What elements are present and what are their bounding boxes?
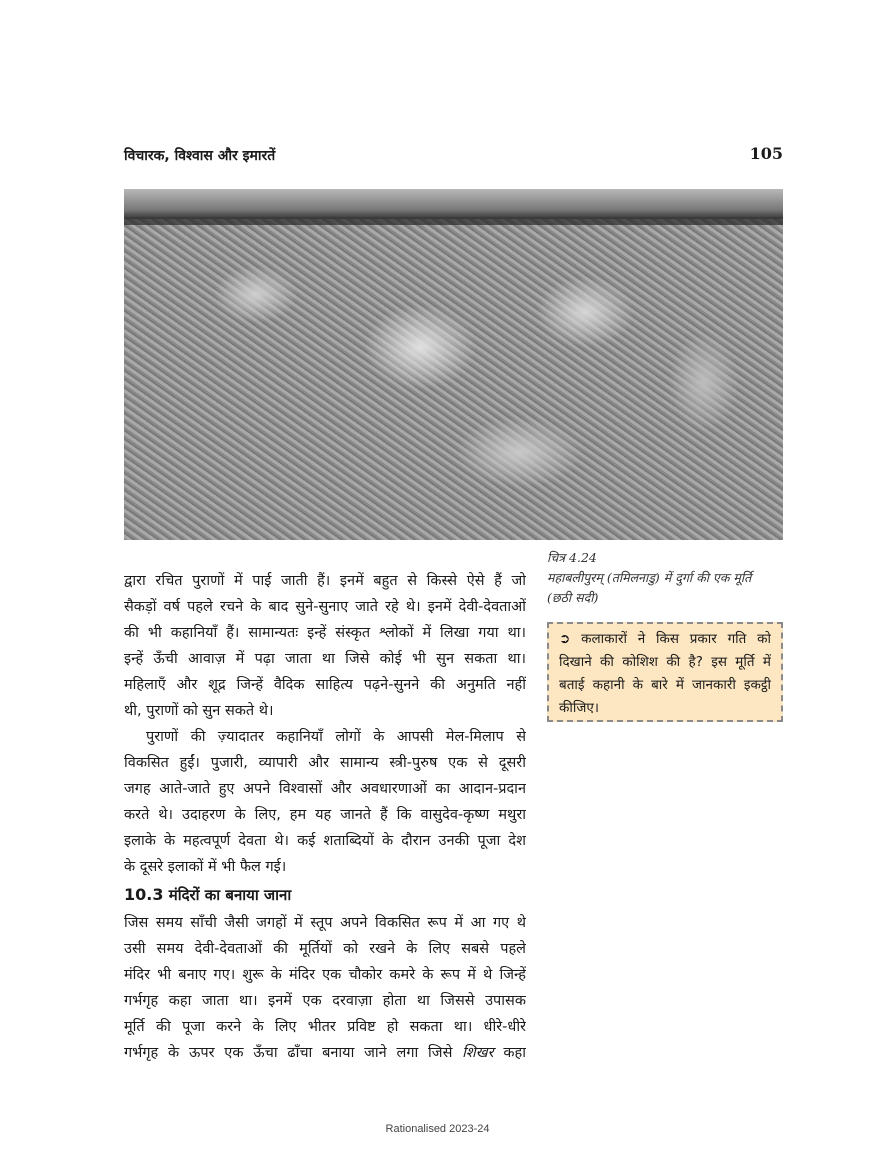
question-line: कीजिए। — [559, 700, 599, 716]
text-line: की भी कहानियाँ हैं। सामान्यतः इन्हें संस्कृत श्लोकों में लिखा गया था। — [124, 625, 526, 641]
text-line: करते थे। उदाहरण के लिए, हम यह जानते हैं कि वासुदेव-कृष्ण मथुरा — [124, 807, 526, 823]
text-line: महिलाएँ और शूद्र जिन्हें वैदिक साहित्य पढ़ने-सुनने की अनुमति नहीं — [124, 677, 526, 693]
question-line: ➲ कलाकारों ने किस प्रकार गति को — [559, 631, 771, 647]
text-line: के दूसरे इलाकों में भी फैल गई। — [124, 859, 287, 875]
text-line: उसी समय देवी-देवताओं की मूर्तियों को रखने के लिए सबसे पहले — [124, 941, 526, 957]
text-line: गर्भगृह के ऊपर एक ऊँचा ढाँचा बनाया जाने लगा जिसे शिखर कहा — [124, 1045, 526, 1061]
text-line: जिस समय साँची जैसी जगहों में स्तूप अपने विकसित रूप में आ गए थे — [124, 915, 526, 931]
text-line: विकसित हुईं। पुजारी, व्यापारी और सामान्य स्त्री-पुरुष एक से दूसरी — [124, 755, 526, 771]
question-line: बताई कहानी के बारे में जानकारी इकट्ठी — [559, 677, 771, 693]
text-line: सैकड़ों वर्ष पहले रचने के बाद सुने-सुनाए जाते रहे थे। इनमें देवी-देवताओं — [124, 599, 526, 615]
main-text-column — [124, 568, 526, 1066]
text-line: गर्भगृह कहा जाता था। इनमें एक दरवाज़ा होता था जिससे उपासक — [124, 993, 526, 1009]
text-line: पुराणों की ज़्यादातर कहानियाँ लोगों के आपसी मेल-मिलाप से — [146, 729, 526, 745]
text-line: थी, पुराणों को सुन सकते थे। — [124, 703, 274, 719]
text-line: मंदिर भी बनाए गए। शुरू के मंदिर एक चौकोर कमरे के रूप में थे जिन्हें — [124, 967, 526, 983]
section-number: 10.3 — [124, 885, 164, 904]
section-heading — [124, 880, 526, 910]
text-line: मूर्ति की पूजा करने के लिए भीतर प्रविष्ट हो सकता था। धीरे-धीरे — [124, 1019, 526, 1035]
rock-ledge — [124, 189, 783, 219]
ledge-shadow — [124, 219, 783, 225]
caption-line: महाबलीपुरम् (तमिलनाडु) में दुर्गा की एक मूर्ति — [547, 570, 752, 585]
durga-sculpture-photo — [124, 189, 783, 540]
section-title: मंदिरों का बनाया जाना — [168, 886, 292, 904]
text-line: जगह आते-जाते हुए अपने विश्वासों और अवधारणाओं का आदान-प्रदान — [124, 781, 526, 797]
figure-caption — [547, 548, 787, 608]
paragraph-1 — [124, 568, 526, 724]
figure-label: चित्र 4.24 — [547, 550, 597, 565]
running-header-title: विचारक, विश्वास और इमारतें — [124, 148, 276, 164]
footer-note: Rationalised 2023-24 — [385, 1123, 490, 1135]
caption-line: (छठी सदी) — [547, 590, 599, 605]
question-box — [547, 622, 783, 722]
text-line: द्वारा रचित पुराणों में पाई जाती हैं। इनमें बहुत से किस्से ऐसे हैं जो — [124, 573, 526, 589]
question-line: दिखाने की कोशिश की है? इस मूर्ति में — [559, 654, 771, 670]
text-line: इलाके के महत्वपूर्ण देवता थे। कई शताब्दियों के दौरान उनकी पूजा देश — [124, 833, 526, 849]
page-number: 105 — [749, 144, 783, 163]
text-line: इन्हें ऊँची आवाज़ में पढ़ा जाता था जिसे कोई भी सुन सकता था। — [124, 651, 526, 667]
term-shikhar: शिखर — [462, 1045, 494, 1061]
paragraph-2 — [124, 724, 526, 880]
section-10-3 — [124, 880, 526, 1066]
arrow-circle-icon: ➲ — [559, 631, 582, 647]
